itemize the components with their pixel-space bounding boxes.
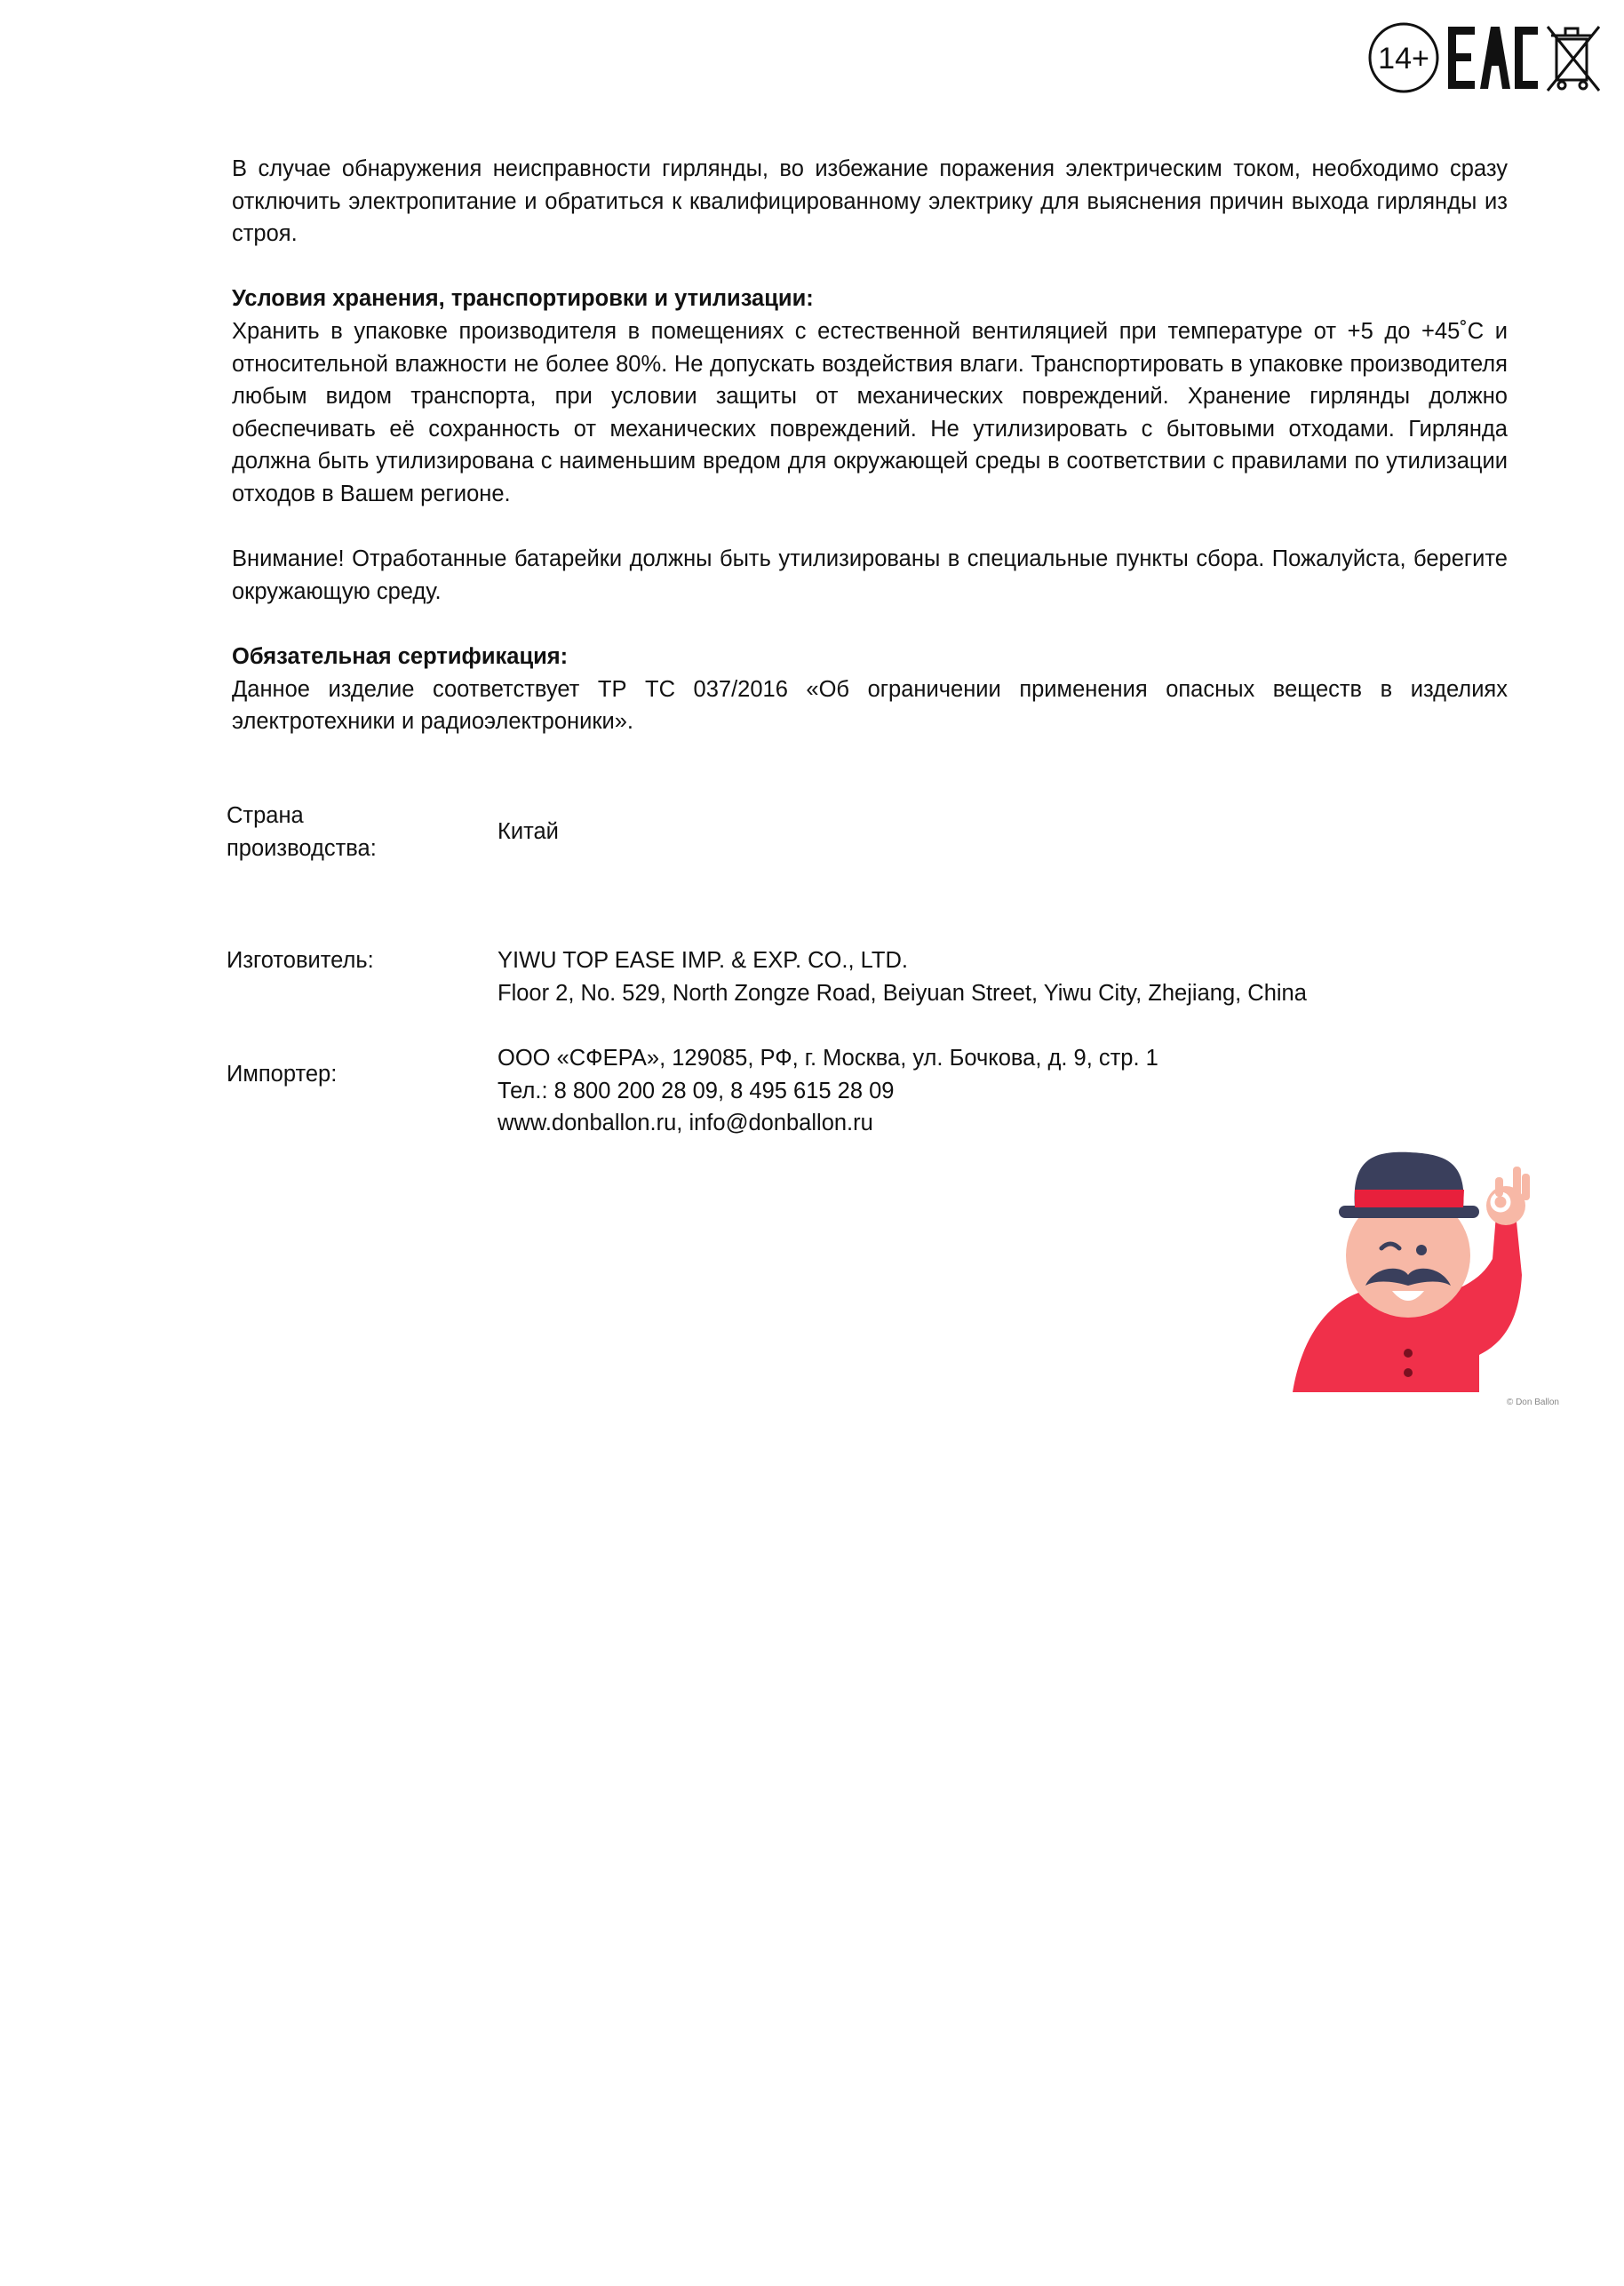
storage-paragraph: Хранить в упаковке производителя в помещениях с естественной вентиляцией при температуре от +5 до +45˚С и относительной влажности не более 80%. Не допускать воздействия влаги. Транспортировать в упаковке производителя любым видом транспорта, при условии защиты от механических повреждений. Хранение гирлянды должно обеспечивать её сохранность от механических повреждений. Не утилизировать с бытовыми отходами. Гирлянда должна быть утилизирована с наименьшим вредом для окружающей среды в соответствии с правилами по утилизации отходов в Вашем регионе. bbox=[232, 318, 1508, 506]
importer-address: ООО «СФЕРА», 129085, РФ, г. Москва, ул. Бочкова, д. 9, стр. 1 bbox=[498, 1046, 1158, 1071]
country-label: Страна производства: bbox=[227, 803, 377, 861]
eac-mark-icon bbox=[1448, 27, 1538, 89]
certification-marks bbox=[1366, 20, 1606, 96]
country-value: Китай bbox=[498, 819, 559, 844]
manufacturer-name: YIWU TOP EASE IMP. & EXP. CO., LTD. bbox=[498, 948, 908, 973]
certification-paragraph: Данное изделие соответствует ТР ТС 037/2016 «Об ограничении применения опасных веществ в изделиях электротехники и радиоэлектроники». bbox=[232, 676, 1508, 735]
don-ballon-mascot bbox=[1293, 1151, 1586, 1408]
importer-label: Импортер: bbox=[227, 1062, 338, 1087]
certification-heading: Обязательная сертификация: bbox=[232, 643, 569, 669]
age-rating-text: 14+ bbox=[1378, 42, 1429, 76]
age-rating-icon bbox=[1370, 24, 1437, 92]
storage-heading: Условия хранения, транспортировки и утилизации: bbox=[232, 286, 814, 312]
importer-block bbox=[227, 1042, 1470, 1140]
warning-paragraph: В случае обнаружения неисправности гирлянды, во избежание поражения электрическим током, необходимо сразу отключить электропитание и обратиться к квалифицированному электрику для выяснения причин выхода гирлянды из строя. bbox=[232, 156, 1508, 247]
crossed-bin-icon bbox=[1548, 27, 1599, 91]
manufacturer-value bbox=[498, 944, 1475, 1009]
document-body bbox=[232, 153, 1508, 738]
battery-paragraph: Внимание! Отработанные батарейки должны быть утилизированы в специальные пункты сбора. Пожалуйста, берегите окружающую среду. bbox=[232, 546, 1508, 604]
manufacturer-block bbox=[227, 944, 1470, 1010]
mascot-copyright: © Don Ballon bbox=[1506, 1398, 1559, 1407]
manufacturer-label: Изготовитель: bbox=[227, 948, 374, 973]
importer-value bbox=[498, 1042, 1475, 1140]
manufacturer-address: Floor 2, No. 529, North Zongze Road, Beiyuan Street, Yiwu City, Zhejiang, China bbox=[498, 980, 1307, 1006]
country-block bbox=[227, 800, 1470, 865]
importer-web: www.donballon.ru, info@donballon.ru bbox=[498, 1111, 873, 1136]
importer-phone: Тел.: 8 800 200 28 09, 8 495 615 28 09 bbox=[498, 1078, 895, 1103]
